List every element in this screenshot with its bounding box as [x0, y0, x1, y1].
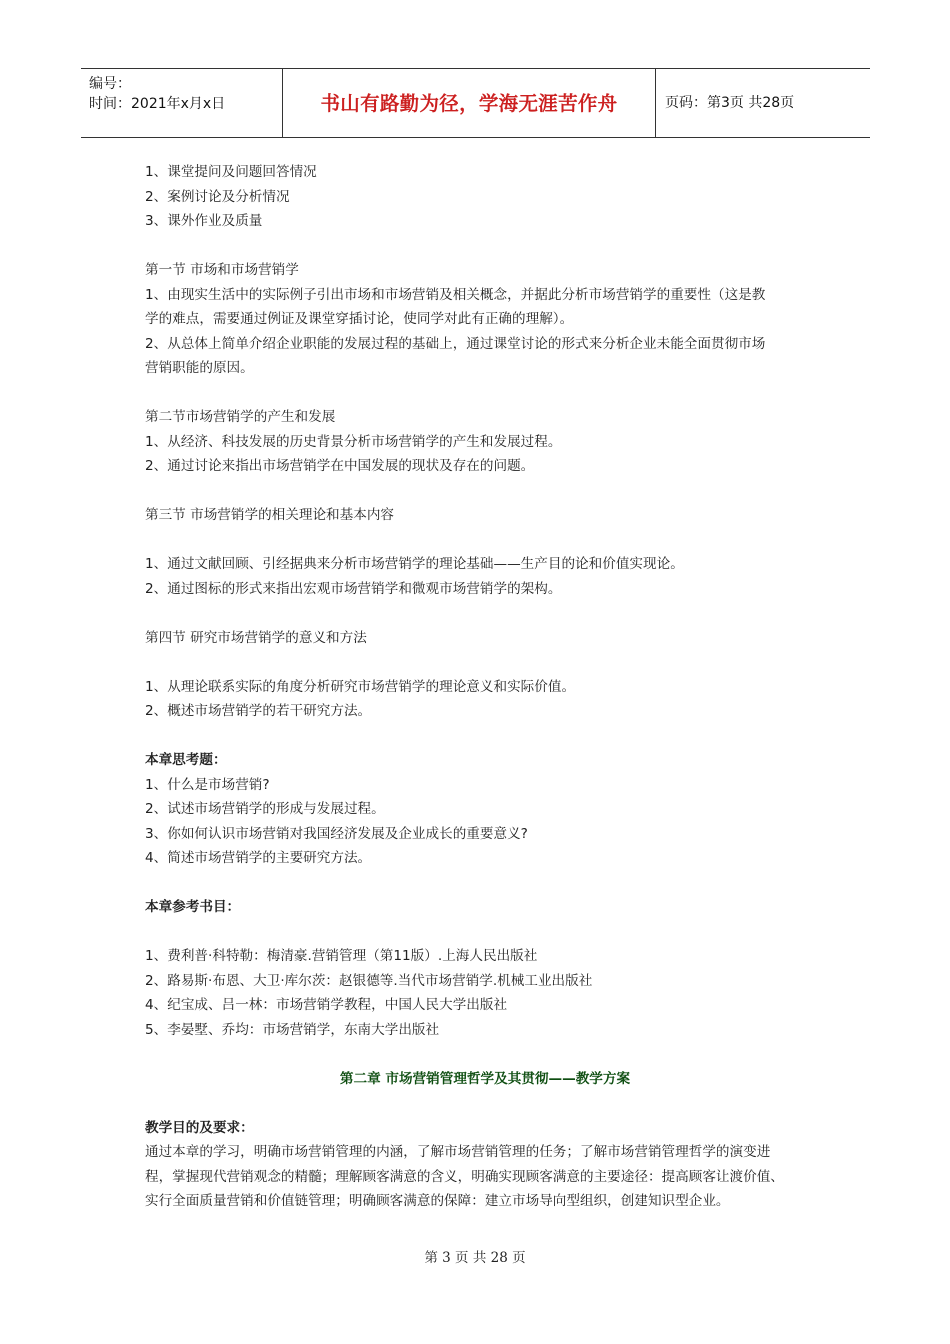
- section-line: 2、通过讨论来指出市场营销学在中国发展的现状及存在的问题。: [145, 458, 535, 474]
- document-body: [145, 160, 825, 1214]
- section-title: 第二节市场营销学的产生和发展: [145, 409, 336, 425]
- reference-item: 1、费利普·科特勒：梅清豪.营销管理（第11版）.上海人民出版社: [145, 948, 538, 964]
- section-line: 营销职能的原因。: [145, 360, 254, 376]
- section-line: 2、从总体上简单介绍企业职能的发展过程的基础上，通过课堂讨论的形式来分析企业未能全面贯彻市场: [145, 335, 766, 352]
- goals-title: 教学目的及要求：: [145, 1119, 254, 1136]
- reference-item: 5、李晏墅、乔均：市场营销学，东南大学出版社: [145, 1021, 440, 1038]
- chapter-title: 第二章 市场营销管理哲学及其贯彻——教学方案: [339, 1070, 631, 1087]
- section-line: 1、从理论联系实际的角度分析研究市场营销学的理论意义和实际价值。: [145, 678, 576, 695]
- section-title: 第四节 研究市场营销学的意义和方法: [145, 629, 367, 646]
- section-title: 第三节 市场营销学的相关理论和基本内容: [145, 507, 395, 523]
- code-label: 编号：: [89, 76, 131, 92]
- page-header: [81, 68, 870, 138]
- section-line: 1、通过文献回顾、引经据典来分析市场营销学的理论基础——生产目的论和价值实现论。: [145, 556, 684, 572]
- reference-item: 4、纪宝成、吕一林：市场营销学教程，中国人民大学出版社: [145, 997, 508, 1013]
- goals-line: 程，掌握现代营销观念的精髓；理解顾客满意的含义，明确实现顾客满意的主要途径：提高顾客让渡价值、: [145, 1168, 784, 1185]
- section-line: 学的难点，需要通过例证及课堂穿插讨论，使同学对此有正确的理解）。: [145, 311, 574, 327]
- reference-item: 2、路易斯·布恩、大卫·库尔茨：赵银德等.当代市场营销学.机械工业出版社: [145, 972, 593, 989]
- question-item: 2、试述市场营销学的形成与发展过程。: [145, 801, 385, 817]
- header-motto: 书山有路勤为径，学海无涯苦作舟: [320, 92, 618, 115]
- intro-item: 3、课外作业及质量: [145, 213, 263, 229]
- section-line: 2、概述市场营销学的若干研究方法。: [145, 703, 372, 719]
- questions-title: 本章思考题：: [145, 752, 227, 768]
- goals-line: 实行全面质量营销和价值链管理；明确顾客满意的保障：建立市场导向型组织，创建知识型企业。: [145, 1193, 730, 1209]
- intro-item: 1、课堂提问及问题回答情况: [145, 164, 317, 180]
- intro-item: 2、案例讨论及分析情况: [145, 188, 290, 205]
- header-divider-right: [655, 69, 656, 137]
- header-page-info: 页码：第3页 共28页: [665, 95, 795, 111]
- goals-line: 通过本章的学习，明确市场营销管理的内涵，了解市场营销管理的任务；了解市场营销管理哲学的演变进: [145, 1144, 771, 1160]
- references-title: 本章参考书目：: [145, 899, 241, 915]
- page-footer: 第 3 页 共 28 页: [424, 1250, 526, 1266]
- question-item: 4、简述市场营销学的主要研究方法。: [145, 850, 372, 866]
- section-title: 第一节 市场和市场营销学: [145, 262, 299, 278]
- header-meta: [89, 74, 225, 114]
- section-line: 1、从经济、科技发展的历史背景分析市场营销学的产生和发展过程。: [145, 433, 562, 450]
- section-line: 2、通过图标的形式来指出宏观市场营销学和微观市场营销学的架构。: [145, 580, 562, 597]
- date-line: 时间：2021年x月x日: [89, 96, 226, 112]
- section-line: 1、由现实生活中的实际例子引出市场和市场营销及相关概念，并据此分析市场营销学的重要性（这是教: [145, 286, 766, 303]
- question-item: 3、你如何认识市场营销对我国经济发展及企业成长的重要意义?: [145, 825, 528, 842]
- question-item: 1、什么是市场营销?: [145, 776, 270, 793]
